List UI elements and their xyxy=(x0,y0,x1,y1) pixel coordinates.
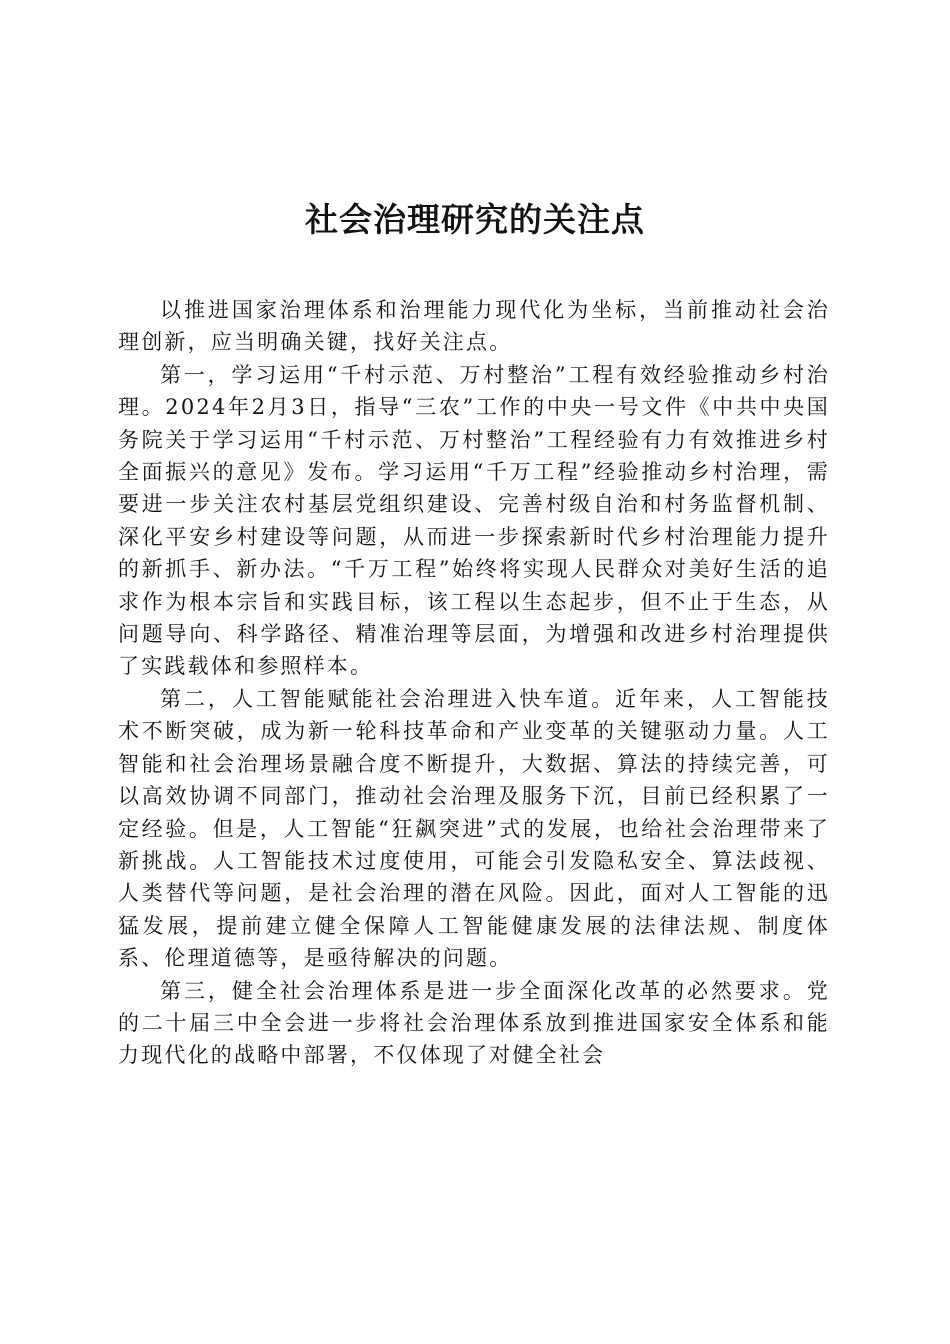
paragraph-first-point: 第一，学习运用“千村示范、万村整治”工程有效经验推动乡村治理。2024年2月3日，指导“三农”工作的中央一号文件《中共中央国务院关于学习运用“千村示范、万村整治”工程经验有力有效推进乡村全面振兴的意见》发布。学习运用“千万工程”经验推动乡村治理，需要进一步关注农村基层党组织建设、完善村级自治和村务监督机制、深化平安乡村建设等问题，从而进一步探索新时代乡村治理能力提升的新抓手、新办法。“千万工程”始终将实现人民群众对美好生活的追求作为根本宗旨和实践目标，该工程以生态起步，但不止于生态，从问题导向、科学路径、精准治理等层面，为增强和改进乡村治理提供了实践载体和参照样本。 xyxy=(118,362,830,679)
paragraph-second-point: 第二，人工智能赋能社会治理进入快车道。近年来，人工智能技术不断突破，成为新一轮科技革命和产业变革的关键驱动力量。人工智能和社会治理场景融合度不断提升，大数据、算法的持续完善，可以高效协调不同部门，推动社会治理及服务下沉，目前已经积累了一定经验。但是，人工智能“狂飙突进”式的发展，也给社会治理带来了新挑战。人工智能技术过度使用，可能会引发隐私安全、算法歧视、人类替代等问题，是社会治理的潜在风险。因此，面对人工智能的迅猛发展，提前建立健全保障人工智能健康发展的法律法规、制度体系、伦理道德等，是亟待解决的问题。 xyxy=(118,686,830,971)
paragraph-intro: 以推进国家治理体系和治理能力现代化为坐标，当前推动社会治理创新，应当明确关键，找好关注点。 xyxy=(118,298,830,355)
paragraph-third-point: 第三，健全社会治理体系是进一步全面深化改革的必然要求。党的二十届三中全会进一步将社会治理体系放到推进国家安全体系和能力现代化的战略中部署，不仅体现了对健全社会 xyxy=(118,978,830,1068)
document-body xyxy=(118,294,830,1072)
document-title: 社会治理研究的关注点 xyxy=(305,200,645,239)
